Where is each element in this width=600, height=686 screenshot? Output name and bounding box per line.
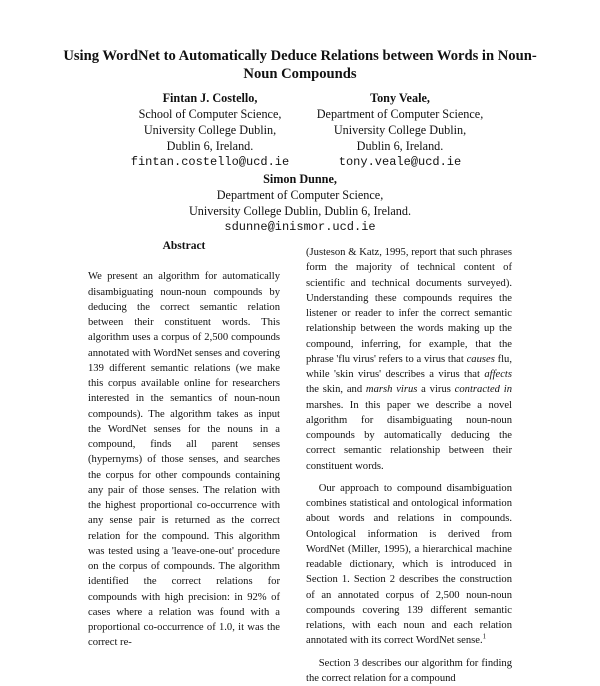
author-affiliation: Department of Computer Science, (180, 187, 420, 203)
abstract-column (88, 239, 280, 651)
author-affiliation: Dublin 6, Ireland. (290, 138, 510, 154)
author-affiliation: University College Dublin, Dublin 6, Ireland. (180, 203, 420, 219)
abstract-heading: Abstract (88, 239, 280, 254)
author-affiliation: University College Dublin, (100, 122, 320, 138)
body-paragraph: Our approach to compound disambiguation combines statistical and ontological information about words and relations in compounds. Ontological information is derived from WordNet (Miller, 1995), a hierarchical machine readable dictionary, which is introduced in Section 1. Section 2 describes the construction of an annotated corpus of 2,500 noun-noun compounds covering 139 different semantic relations, with each noun and each relation annotated with its correct WordNet sense.$^1$ (306, 481, 512, 649)
body-column (306, 245, 512, 686)
author-affiliation: School of Computer Science, (100, 106, 320, 122)
author-email: fintan.costello@ucd.ie (100, 154, 320, 170)
author-name: Simon Dunne, (180, 171, 420, 187)
body-paragraph: (Justeson & Katz, 1995, report that such phrases form the majority of technical content of scientific and technical documents surveyed). Understanding these compounds requires the listener or reader to infer the correct semantic relationship between the words making up the compound, inferring, for example, that the phrase 'flu virus' refers to a virus that causes flu, while 'skin virus' describes a virus that affects the skin, and marsh virus a virus contracted in marshes. In this paper we describe a novel algorithm for disambiguating noun-noun compounds by automatically deducing the correct semantic relationship between their constituent words. (306, 245, 512, 474)
author-affiliation: University College Dublin, (290, 122, 510, 138)
author-affiliation: Department of Computer Science, (290, 106, 510, 122)
author-name: Tony Veale, (290, 90, 510, 106)
footnote-marker: 1 (483, 633, 487, 641)
author-block (100, 90, 320, 170)
paper-title: Using WordNet to Automatically Deduce Relations between Words in Noun-Noun Compounds (60, 47, 540, 83)
author-email: tony.veale@ucd.ie (290, 154, 510, 170)
author-block (180, 171, 420, 235)
abstract-text: We present an algorithm for automatically disambiguating noun-noun compounds by deducing the correct semantic relation between their constituent words. This algorithm uses a corpus of 2,500 compounds annotated with WordNet senses and covering 139 different semantic relations (we make this corpus available online for researchers interested in the semantics of noun-noun compounds). The algorithm takes as input the WordNet senses for the nouns in a compound, finds all parent senses (hypernyms) of those senses, and searches the corpus for other compounds containing any pair of those senses. The relation with the highest proportional co-occurrence with any sense pair is returned as the correct relation for the compound. This algorithm was tested using a 'leave-one-out' procedure on the corpus of compounds. The algorithm identified the correct relations for compounds with high precision: in 92% of cases where a relation was found with a proportional co-occurrence of 1.0, it was the correct re- (88, 269, 280, 650)
author-email: sdunne@inismor.ucd.ie (180, 219, 420, 235)
author-block (290, 90, 510, 170)
author-affiliation: Dublin 6, Ireland. (100, 138, 320, 154)
body-paragraph: Section 3 describes our algorithm for finding the correct relation for a compound (306, 656, 512, 686)
author-name: Fintan J. Costello, (100, 90, 320, 106)
